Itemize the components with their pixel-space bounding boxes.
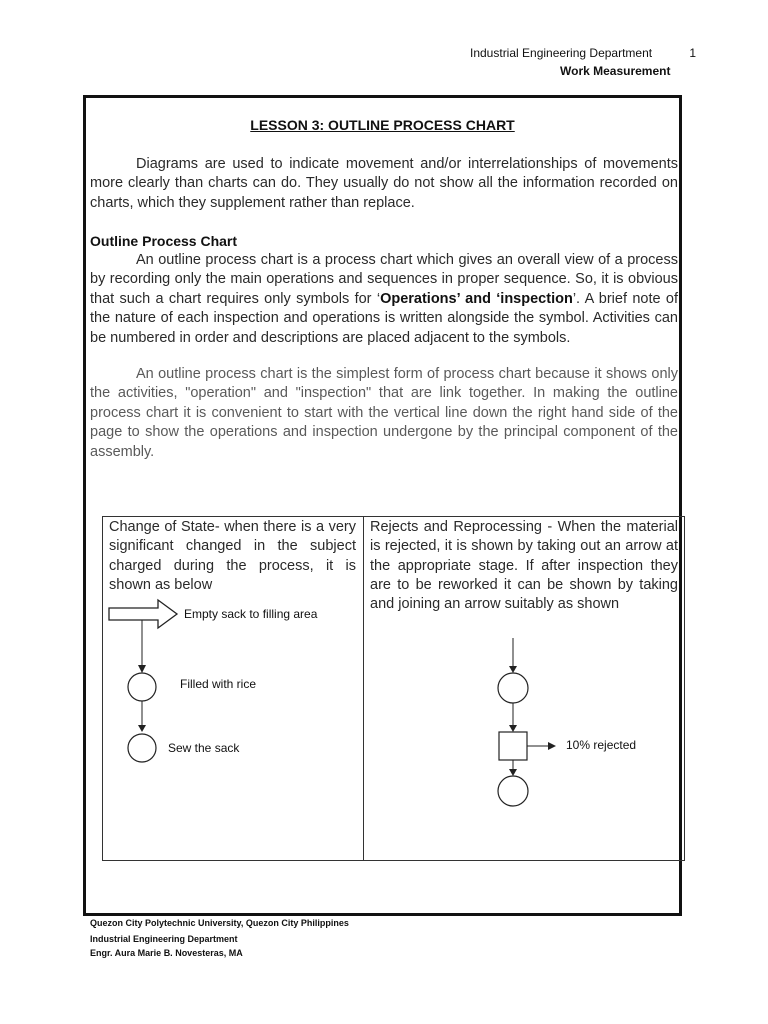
arrowhead-icon xyxy=(138,665,146,673)
intro-paragraph: Diagrams are used to indicate movement and/or interrelationships of movements more clearly than charts can do. They usually do not show all the information recorded on charts, which they supplement rather than replace. xyxy=(90,156,678,211)
footer-author: Engr. Aura Marie B. Novesteras, MA xyxy=(90,948,243,958)
label-filled-rice: Filled with rice xyxy=(180,677,257,691)
arrowhead-icon xyxy=(509,666,517,673)
para1-text-a: An outline process chart is a process chart which gives an overall view of a process by recording only the main operations and sequences in proper sequence. So, it is obvious that such a chart requires only symbols for ‘ xyxy=(90,252,678,307)
department-name: Industrial Engineering Department xyxy=(470,46,653,60)
reject-arrowhead-icon xyxy=(548,742,556,750)
arrowhead-icon xyxy=(138,725,146,732)
section-paragraph-2: An outline process chart is the simplest form of process chart because it shows only the activities, "operation" and "inspection" that are link together. In making the outline process chart it is convenient to start with the vertical line down the right hand side of the page to show the operations and inspection undergone by the principal component of the assembly. xyxy=(90,366,678,460)
footer-department: Industrial Engineering Department xyxy=(90,934,238,944)
change-of-state-text: Change of State- when there is a very significant changed in the subject charged during the process, it is shown as below xyxy=(109,519,356,593)
rejects-text: Rejects and Reprocessing - When the material is rejected, it is shown by taking out an arrow at the appropriate stage. If after inspection they are to be reworked it can be shown by taking and joining an arrow suitably as shown xyxy=(370,519,678,613)
label-sew-sack: Sew the sack xyxy=(168,741,240,755)
inspection-square-icon xyxy=(499,732,527,760)
para1-text-b: ’. A brief note of the nature of each inspection and operations is written alongside the symbol. Activities can be numbered in order and descriptions are placed adjacent to the symbols. xyxy=(90,290,678,346)
table-divider xyxy=(363,516,364,861)
label-rejected: 10% rejected xyxy=(566,738,637,752)
header-subject: Work Measurement xyxy=(560,64,671,78)
rejects-diagram xyxy=(480,636,570,808)
page-number: 1 xyxy=(689,46,696,60)
operation-circle-icon xyxy=(498,776,528,806)
section-paragraph-1 xyxy=(90,251,678,348)
transport-arrow-icon xyxy=(109,600,177,628)
operation-circle-icon xyxy=(498,673,528,703)
operation-circle-icon xyxy=(128,734,156,762)
footer-university: Quezon City Polytechnic University, Quezon City Philippines xyxy=(90,918,349,928)
label-empty-sack: Empty sack to filling area xyxy=(184,607,318,621)
arrowhead-icon xyxy=(509,725,517,732)
para1-bold: Operations’ and ‘inspection xyxy=(380,290,573,307)
operation-circle-icon xyxy=(128,673,156,701)
lesson-title: LESSON 3: OUTLINE PROCESS CHART xyxy=(250,117,515,133)
arrowhead-icon xyxy=(509,769,517,776)
header-department xyxy=(470,46,696,60)
section-heading: Outline Process Chart xyxy=(90,233,238,249)
